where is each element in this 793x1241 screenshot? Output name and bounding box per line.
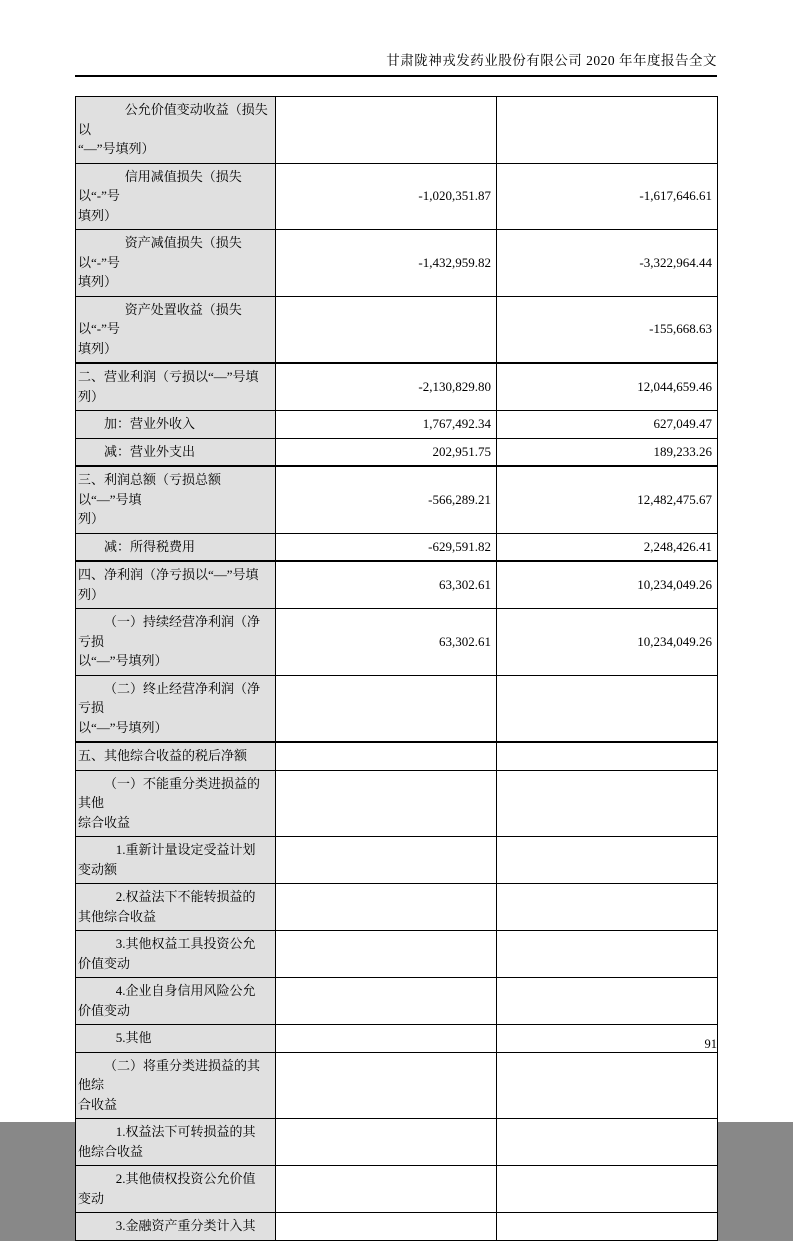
table-row <box>76 163 718 230</box>
value-cell-current-period <box>276 742 497 770</box>
value-cell-current-period <box>276 1166 497 1213</box>
value-cell-current-period: -2,130,829.80 <box>276 363 497 411</box>
row-label-cell <box>76 884 276 931</box>
value-cell-prior-period <box>497 742 718 770</box>
row-label-line: 信用减值损失（损失以“-”号 <box>78 168 242 203</box>
row-label-cell <box>76 1166 276 1213</box>
table-row <box>76 296 718 363</box>
row-label-line: 减：所得税费用 <box>104 538 196 554</box>
value-cell-current-period <box>276 770 497 837</box>
row-label-cell <box>76 1119 276 1166</box>
header-divider-line <box>75 75 717 77</box>
value-cell-prior-period <box>497 1166 718 1213</box>
value-cell-prior-period: 10,234,049.26 <box>497 609 718 676</box>
row-label-cell <box>76 466 276 533</box>
row-label-line: 公允价值变动收益（损失以 <box>78 102 268 137</box>
table-row <box>76 837 718 884</box>
row-label-line: 三、利润总额（亏损总额以“—”号填 <box>78 472 222 507</box>
row-label-line: 加：营业外收入 <box>104 416 196 431</box>
row-label-line: （二）终止经营净利润（净亏损 <box>78 680 261 715</box>
row-label-line: 价值变动 <box>78 1002 131 1018</box>
value-cell-prior-period: -1,617,646.61 <box>497 163 718 230</box>
row-label-cell <box>76 978 276 1025</box>
row-label-line: 资产处置收益（损失以“-”号 <box>78 301 242 336</box>
value-cell-prior-period: 2,248,426.41 <box>497 533 718 561</box>
row-label-cell <box>76 163 276 230</box>
row-label-line: 列） <box>78 511 105 526</box>
value-cell-current-period: 202,951.75 <box>276 438 497 466</box>
value-cell-prior-period: 627,049.47 <box>497 411 718 439</box>
row-label-line: 5.其他 <box>115 1030 152 1045</box>
table-row <box>76 97 718 164</box>
value-cell-prior-period <box>497 1119 718 1166</box>
table-row <box>76 770 718 837</box>
table-row <box>76 466 718 533</box>
row-label-line: 合收益 <box>78 1096 118 1112</box>
table-row <box>76 675 718 742</box>
row-label-line: （一）不能重分类进损益的其他 <box>78 775 261 810</box>
row-label-cell <box>76 1213 276 1241</box>
value-cell-current-period <box>276 1213 497 1241</box>
value-cell-current-period <box>276 1052 497 1119</box>
value-cell-current-period: -1,020,351.87 <box>276 163 497 230</box>
row-label-cell <box>76 296 276 363</box>
row-label-cell <box>76 363 276 411</box>
row-label-cell <box>76 742 276 770</box>
value-cell-current-period: -566,289.21 <box>276 466 497 533</box>
value-cell-prior-period <box>497 837 718 884</box>
value-cell-current-period: 63,302.61 <box>276 609 497 676</box>
value-cell-current-period <box>276 97 497 164</box>
value-cell-prior-period <box>497 97 718 164</box>
table-row <box>76 742 718 770</box>
table-row <box>76 411 718 439</box>
row-label-line: 价值变动 <box>78 955 131 971</box>
value-cell-prior-period: 189,233.26 <box>497 438 718 466</box>
row-label-cell <box>76 533 276 561</box>
row-label-line: 二、营业利润（亏损以“—”号填列） <box>78 369 259 404</box>
row-label-line: 填列） <box>78 207 118 223</box>
row-label-cell <box>76 675 276 742</box>
table-row <box>76 1119 718 1166</box>
row-label-line: 3.金融资产重分类计入其 <box>115 1218 256 1233</box>
value-cell-prior-period <box>497 978 718 1025</box>
value-cell-current-period <box>276 978 497 1025</box>
row-label-line: 4.企业自身信用风险公允 <box>115 983 256 998</box>
table-row <box>76 931 718 978</box>
value-cell-current-period: 1,767,492.34 <box>276 411 497 439</box>
row-label-line: 变动额 <box>78 861 118 877</box>
table-row <box>76 1166 718 1213</box>
row-label-line: 以“—”号填列） <box>78 653 168 668</box>
row-label-cell <box>76 770 276 837</box>
table-row <box>76 363 718 411</box>
row-label-line: 他综合收益 <box>78 1143 144 1159</box>
row-label-cell <box>76 97 276 164</box>
value-cell-current-period: -629,591.82 <box>276 533 497 561</box>
row-label-cell <box>76 609 276 676</box>
table-row <box>76 438 718 466</box>
row-label-cell <box>76 931 276 978</box>
value-cell-prior-period: -3,322,964.44 <box>497 230 718 297</box>
table-row <box>76 230 718 297</box>
row-label-line: 其他综合收益 <box>78 908 157 924</box>
page-number: 91 <box>704 1037 717 1051</box>
value-cell-prior-period: 12,482,475.67 <box>497 466 718 533</box>
value-cell-prior-period: 12,044,659.46 <box>497 363 718 411</box>
value-cell-current-period <box>276 837 497 884</box>
value-cell-prior-period <box>497 1052 718 1119</box>
row-label-cell <box>76 837 276 884</box>
value-cell-current-period <box>276 884 497 931</box>
row-label-line: 变动 <box>78 1190 105 1206</box>
value-cell-prior-period <box>497 931 718 978</box>
value-cell-current-period <box>276 1119 497 1166</box>
row-label-line: 四、净利润（净亏损以“—”号填列） <box>78 567 259 602</box>
row-label-line: “—”号填列） <box>78 141 155 156</box>
value-cell-prior-period: 10,234,049.26 <box>497 561 718 609</box>
document-header-title: 甘肃陇神戎发药业股份有限公司 2020 年年度报告全文 <box>386 53 717 68</box>
value-cell-prior-period <box>497 675 718 742</box>
row-label-line: 资产减值损失（损失以“-”号 <box>78 235 242 270</box>
row-label-cell <box>76 438 276 466</box>
row-label-line: （一）持续经营净利润（净亏损 <box>78 614 261 649</box>
row-label-line: 填列） <box>78 340 118 356</box>
row-label-cell <box>76 1052 276 1119</box>
row-label-line: 2.其他债权投资公允价值 <box>115 1171 256 1186</box>
value-cell-prior-period: -155,668.63 <box>497 296 718 363</box>
value-cell-current-period <box>276 931 497 978</box>
row-label-line: 1.权益法下可转损益的其 <box>115 1124 256 1139</box>
row-label-cell <box>76 561 276 609</box>
row-label-cell <box>76 230 276 297</box>
income-statement-table <box>75 96 718 1241</box>
row-label-line: 五、其他综合收益的税后净额 <box>78 748 248 763</box>
row-label-line: （二）将重分类进损益的其他综 <box>78 1057 261 1092</box>
row-label-cell <box>76 411 276 439</box>
row-label-line: 填列） <box>78 274 118 289</box>
value-cell-prior-period <box>497 884 718 931</box>
table-row <box>76 1213 718 1241</box>
value-cell-prior-period <box>497 770 718 837</box>
value-cell-current-period: 63,302.61 <box>276 561 497 609</box>
row-label-line: 综合收益 <box>78 814 131 830</box>
table-row <box>76 884 718 931</box>
table-row <box>76 1052 718 1119</box>
row-label-line: 3.其他权益工具投资公允 <box>115 936 256 951</box>
row-label-line: 2.权益法下不能转损益的 <box>115 889 256 904</box>
row-label-line: 以“—”号填列） <box>78 719 168 735</box>
table-row <box>76 978 718 1025</box>
table-row <box>76 533 718 561</box>
table-row <box>76 609 718 676</box>
value-cell-current-period <box>276 296 497 363</box>
value-cell-current-period: -1,432,959.82 <box>276 230 497 297</box>
table-row <box>76 561 718 609</box>
value-cell-prior-period <box>497 1213 718 1241</box>
value-cell-current-period <box>276 675 497 742</box>
row-label-line: 1.重新计量设定受益计划 <box>115 842 256 857</box>
row-label-line: 减：营业外支出 <box>104 443 196 459</box>
